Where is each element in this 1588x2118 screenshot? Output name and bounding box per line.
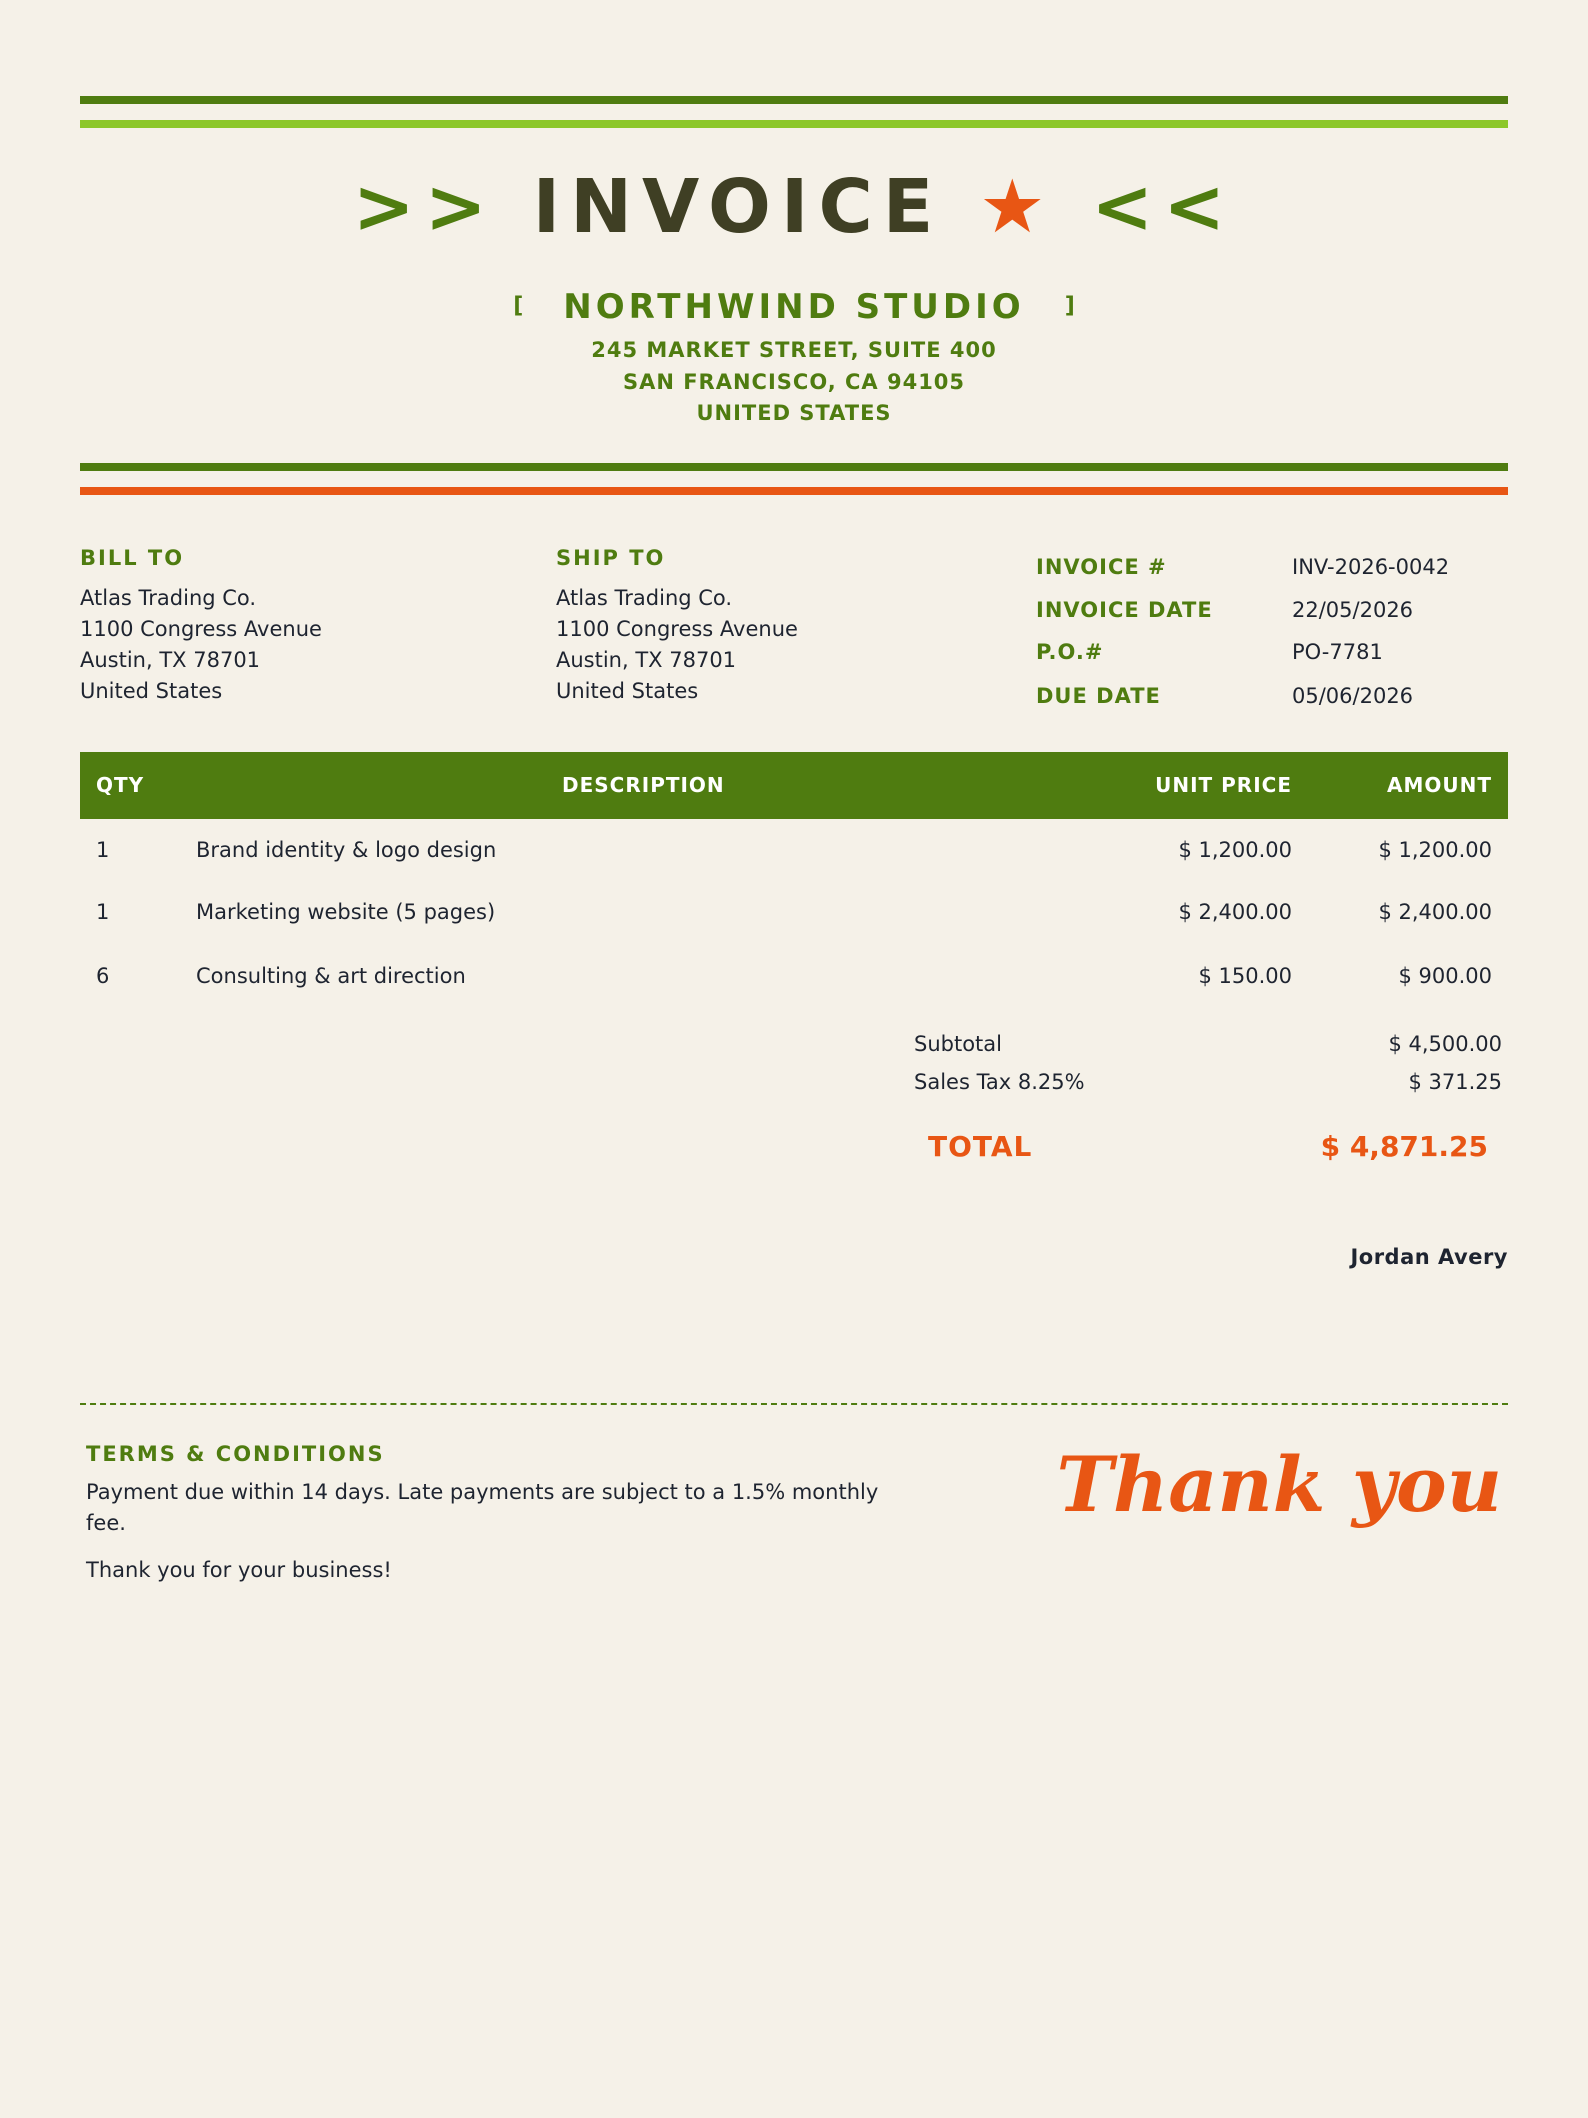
bill-to-line: 1100 Congress Avenue: [80, 617, 322, 641]
row-qty: 1: [96, 838, 110, 862]
arrows-right: <<: [1091, 164, 1236, 250]
top-rule-dark: [80, 96, 1508, 104]
invoice-date-value: 22/05/2026: [1292, 598, 1414, 622]
subtotal-value: $ 4,500.00: [1388, 1032, 1502, 1056]
bill-to-line: Atlas Trading Co.: [80, 586, 257, 610]
bill-to-label: BILL TO: [80, 546, 185, 570]
bill-to-line: United States: [80, 679, 223, 703]
row-description: Consulting & art direction: [196, 964, 466, 988]
bill-to-address: [80, 583, 322, 707]
company-header: [0, 284, 1588, 329]
company-address-line: UNITED STATES: [696, 401, 892, 425]
closing-note: Thank you for your business!: [86, 1558, 392, 1582]
company-address-line: SAN FRANCISCO, CA 94105: [622, 370, 966, 394]
mid-rule-orange: [80, 487, 1508, 495]
row-qty: 6: [96, 964, 110, 988]
bracket-left: [: [513, 293, 524, 319]
ship-to-label: SHIP TO: [556, 546, 666, 570]
qty-header: QTY: [96, 773, 145, 797]
ship-to-line: Atlas Trading Co.: [556, 586, 733, 610]
due-date-label: DUE DATE: [1036, 684, 1161, 708]
thank-you-text: Thank you: [1056, 1440, 1502, 1529]
row-amount: $ 1,200.00: [1378, 838, 1492, 862]
tax-label: Sales Tax 8.25%: [914, 1070, 1085, 1094]
row-description: Marketing website (5 pages): [196, 900, 496, 924]
tax-value: $ 371.25: [1408, 1070, 1502, 1094]
ship-to-line: 1100 Congress Avenue: [556, 617, 798, 641]
row-qty: 1: [96, 900, 110, 924]
subtotal-label: Subtotal: [914, 1032, 1002, 1056]
row-unit-price: $ 2,400.00: [1178, 900, 1292, 924]
invoice-title-text: INVOICE: [532, 164, 944, 250]
unit-price-header: UNIT PRICE: [1155, 773, 1292, 797]
po-number-label: P.O.#: [1036, 640, 1104, 664]
arrows-left: >>: [352, 164, 497, 250]
row-unit-price: $ 150.00: [1198, 964, 1292, 988]
ship-to-line: Austin, TX 78701: [556, 648, 737, 672]
footer-divider: [80, 1403, 1508, 1405]
ship-to-line: United States: [556, 679, 699, 703]
terms-text: [86, 1477, 878, 1539]
terms-line: fee.: [86, 1511, 126, 1535]
bracket-right: ]: [1064, 293, 1075, 319]
invoice-number-label: INVOICE #: [1036, 555, 1167, 579]
amount-header: AMOUNT: [1386, 773, 1492, 797]
row-description: Brand identity & logo design: [196, 838, 497, 862]
terms-line: Payment due within 14 days. Late payments are subject to a 1.5% monthly: [86, 1480, 879, 1504]
signer-name: Jordan Avery: [1350, 1245, 1508, 1269]
invoice-date-label: INVOICE DATE: [1036, 598, 1213, 622]
po-number-value: PO-7781: [1292, 640, 1383, 664]
row-amount: $ 2,400.00: [1378, 900, 1492, 924]
row-unit-price: $ 1,200.00: [1178, 838, 1292, 862]
invoice-title: [0, 162, 1588, 252]
total-value: $ 4,871.25: [1320, 1130, 1488, 1163]
row-amount: $ 900.00: [1398, 964, 1492, 988]
bill-to-line: Austin, TX 78701: [80, 648, 261, 672]
terms-heading: TERMS & CONDITIONS: [86, 1442, 385, 1466]
company-address-line: 245 MARKET STREET, SUITE 400: [591, 338, 997, 362]
invoice-number-value: INV-2026-0042: [1292, 555, 1450, 579]
line-items-header: [80, 752, 1508, 819]
ship-to-address: [556, 583, 798, 707]
star-icon: ★: [979, 164, 1056, 250]
due-date-value: 05/06/2026: [1292, 684, 1414, 708]
top-rule-lime: [80, 120, 1508, 128]
mid-rule-dark: [80, 463, 1508, 471]
company-name: NORTHWIND STUDIO: [563, 286, 1025, 327]
total-label: TOTAL: [928, 1130, 1033, 1163]
description-header: DESCRIPTION: [562, 773, 725, 797]
